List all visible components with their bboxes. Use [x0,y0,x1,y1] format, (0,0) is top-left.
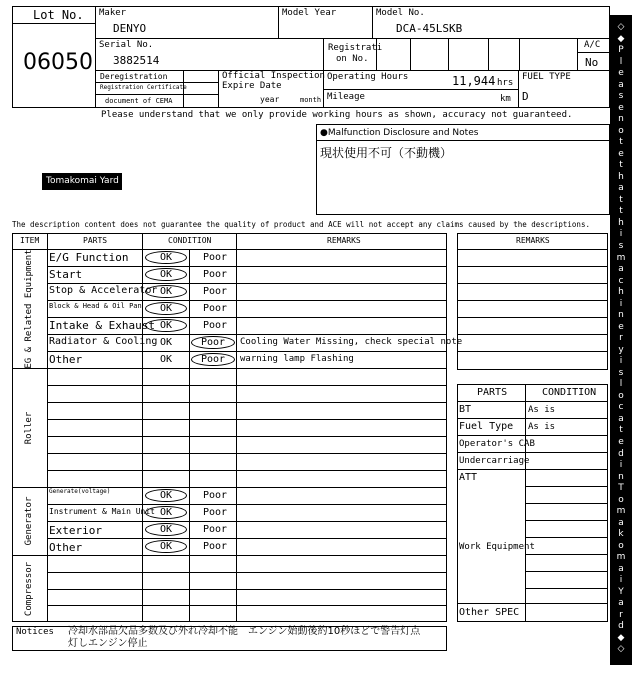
malfunction-title: ●Malfunction Disclosure and Notes [320,128,479,138]
inspection-label-2: Expire Date [222,81,282,91]
lot-number: 06050 [23,50,93,75]
gen-0-poor-mark: Poor [203,490,228,501]
registration-label-2: on No. [336,54,369,64]
eg-0-ok-mark: OK [145,251,187,264]
header-condition: CONDITION [168,236,212,245]
eg-part-4: Intake & Exhaust [49,319,155,332]
deregistration-label: Deregistration [100,72,168,81]
side-banner: ◇ ◆ P l e a s e n o t e t h a t t h i s m a c h i n e r y i s l o c a t e d i n T o m a k o m a i Y a r d ◆ ◇ [610,15,632,665]
serial-label: Serial No. [99,40,154,50]
year-label: year [260,95,280,104]
eg-5-ok-mark: OK [160,337,173,348]
eg-6-ok-mark: OK [160,354,173,365]
banner-mark-top: ◇ [617,22,625,32]
section-eg: EG & Related Equipment [23,248,34,369]
fuel-value: As is [528,422,556,432]
malfunction-text: 現状使用不可（不動機） [320,146,453,160]
model-no-value: DCA-45LSKB [396,22,463,35]
banner-mark-top: ◆ [617,33,625,44]
gen-2-poor-mark: Poor [203,524,228,535]
gen-part-1: Instrument & Main Unit [49,507,155,516]
eg-part-3: Block & Head & Oil Pan [49,302,142,310]
notices-line-1: 冷却水部品欠品多数及び外れ冷却不能 エンジン始動後約10秒ほどで警告灯点 [68,626,421,637]
km-unit: km [500,94,511,104]
notices-line-2: 灯しエンジン停止 [68,638,148,649]
yard-label: Tomakomai Yard [46,176,119,186]
gen-3-ok-mark: OK [145,540,187,553]
model-no-label: Model No. [376,8,425,18]
maker-label: Maker [99,8,127,18]
section-generator: Generator [23,496,34,546]
header-item: ITEM [20,236,40,245]
other-spec-label: Other SPEC [459,607,520,618]
condition-header: CONDITION [542,387,597,398]
notices-label: Notices [16,627,54,637]
eg-0-poor-mark: Poor [203,252,228,263]
eg-part-5: Radiator & Cooling [49,336,158,347]
eg-2-poor-mark: Poor [203,286,228,297]
eg-1-ok-mark: OK [145,268,187,281]
eg-part-2: Stop & Accelerator [49,285,158,296]
eg-3-ok-mark: OK [145,302,187,315]
model-year-label: Model Year [282,8,337,18]
gen-part-0: Generate(voltage) [49,488,111,495]
eg-part-6: Other [49,353,83,366]
parts-header: PARTS [477,387,508,398]
registration-label: Registrati [328,43,383,53]
header-block [12,6,610,108]
bt-value: As is [528,405,556,415]
eg-1-poor-mark: Poor [203,269,228,280]
inspection-label: Official Inspection [222,71,325,81]
hours-notice: Please understand that we only provide working hours as shown, accuracy not guaranteed. [101,110,573,120]
eg-5-poor-mark: Poor [191,336,235,349]
disclaimer: The description content does not guarantee the quality of product and ACE will not accept any claims caused by the descriptions. [12,220,590,229]
hrs-unit: hrs [497,78,514,88]
right-remarks-header: REMARKS [516,236,550,245]
eg-4-poor-mark: Poor [203,320,228,331]
gen-part-3: Other [49,541,83,554]
section-roller: Roller [23,411,34,444]
eg-2-ok-mark: OK [145,285,187,298]
maker-value: DENYO [113,22,147,35]
operators-cab-label: Operator's CAB [459,439,535,449]
gen-1-poor-mark: Poor [203,507,228,518]
eg-4-ok-mark: OK [145,319,187,332]
ac-value: No [585,56,599,69]
eg-6-poor-mark: Poor [191,353,235,366]
header-parts: PARTS [83,236,108,245]
eg-remark-5: Cooling Water Missing, check special note [240,337,463,347]
gen-1-ok-mark: OK [145,506,187,519]
lot-label: Lot No. [33,8,84,22]
header-remarks: REMARKS [327,236,361,245]
registration-certificate-label: Registration Certificate [100,84,187,91]
gen-0-ok-mark: OK [145,489,187,502]
undercarriage-label: Undercarriage [459,456,530,466]
gen-3-poor-mark: Poor [203,541,228,552]
fuel-type-label: FUEL TYPE [522,72,571,82]
month-label: month [300,96,322,104]
operating-hours-value: 11,944 [452,74,496,88]
work-equipment-label: Work Equipment [459,542,535,552]
bt-label: BT [459,404,472,415]
mileage-label: Mileage [327,92,365,102]
eg-remark-6: warning lamp Flashing [240,354,354,364]
att-label: ATT [459,472,478,483]
fuel-label: Fuel Type [459,421,514,432]
gen-2-ok-mark: OK [145,523,187,536]
eg-part-0: E/G Function [49,251,129,264]
operating-hours-label: Operating Hours [327,72,409,82]
eg-part-1: Start [49,268,83,281]
gen-part-2: Exterior [49,524,102,537]
cema-label: document of CEMA [105,97,173,105]
eg-3-poor-mark: Poor [203,303,228,314]
ac-label: A/C [584,40,601,50]
serial-value: 3882514 [113,54,160,67]
section-compressor: Compressor [23,561,34,616]
fuel-type-value: D [522,90,529,103]
